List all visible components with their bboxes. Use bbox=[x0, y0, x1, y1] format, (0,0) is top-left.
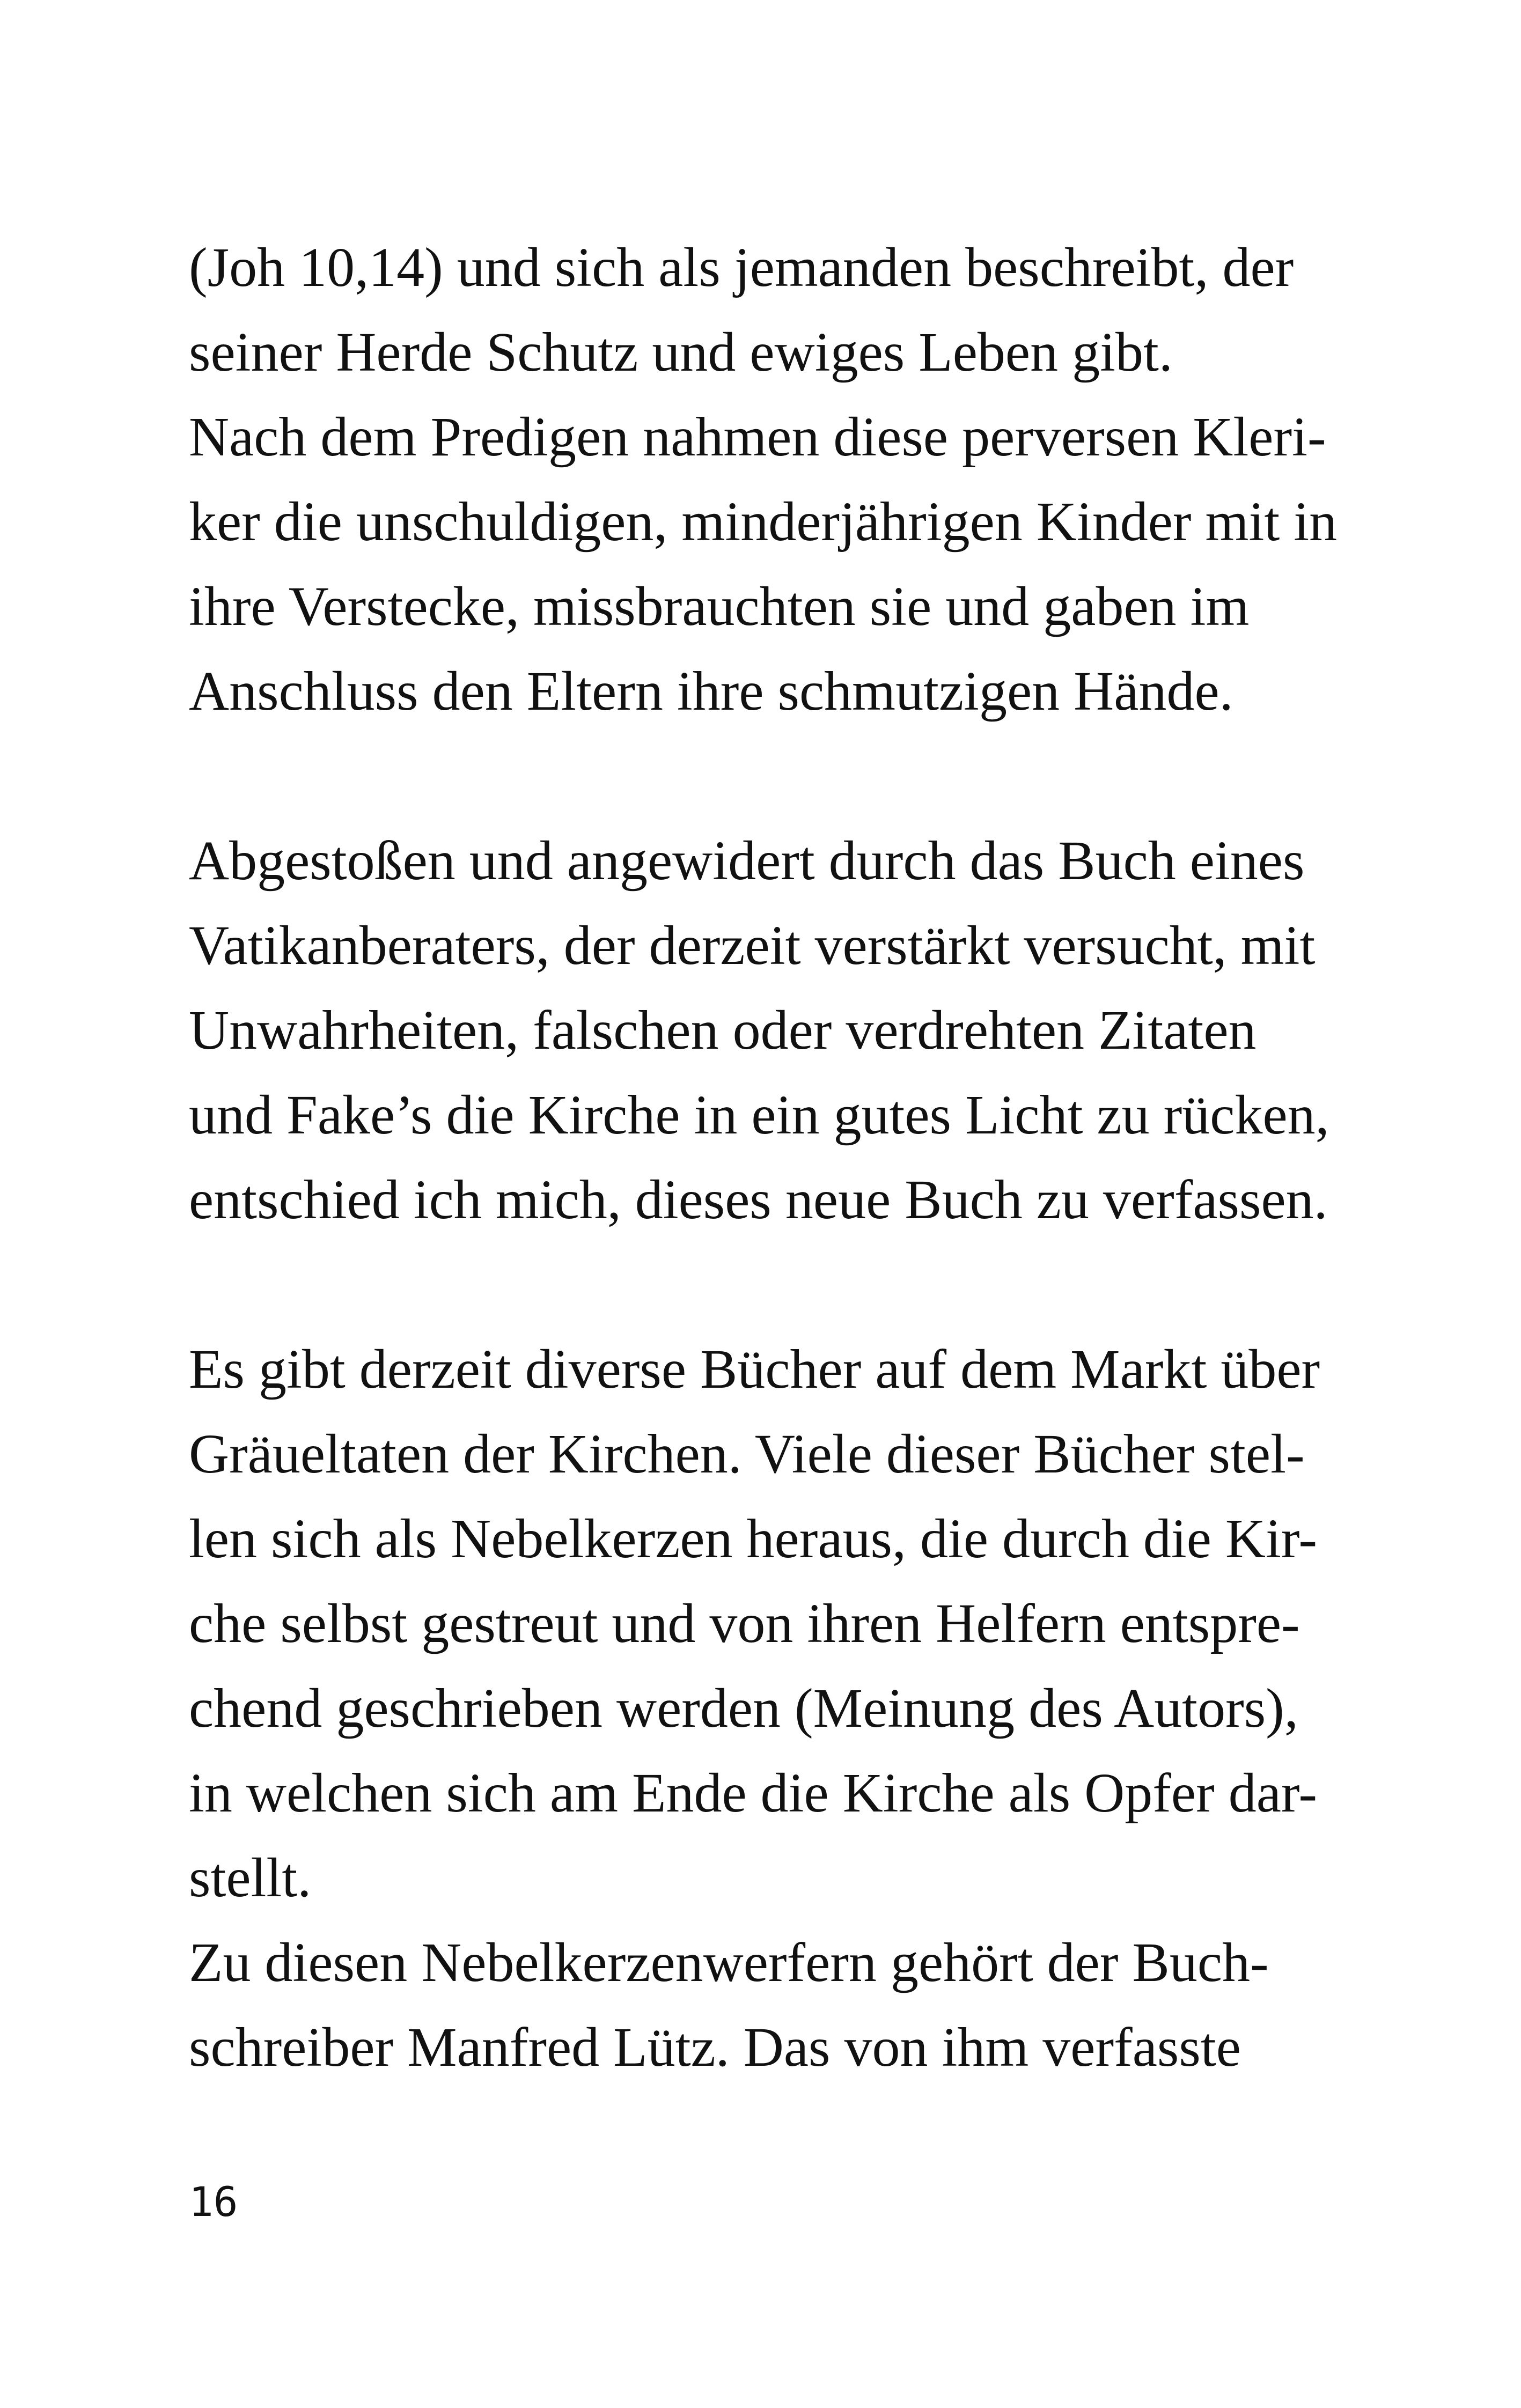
text-line: ker die unschuldigen, minderjährigen Kinder mit in bbox=[189, 491, 1338, 553]
text-line: Vatikanberaters, der derzeit verstärkt versucht, mit bbox=[189, 915, 1316, 976]
paragraph bbox=[189, 1327, 1320, 2090]
text-line: und Fake’s die Kirche in ein gutes Licht zu rücken, bbox=[189, 1084, 1329, 1146]
text-line: Unwahrheiten, falschen oder verdrehten Zitaten bbox=[189, 999, 1257, 1061]
text-line: chend geschrieben werden (Meinung des Autors), bbox=[189, 1677, 1298, 1739]
text-line: seiner Herde Schutz und ewiges Leben gibt. bbox=[189, 321, 1173, 383]
text-line: len sich als Nebelkerzen heraus, die durch die Kir- bbox=[189, 1508, 1318, 1570]
text-line: ihre Verstecke, missbrauchten sie und gaben im bbox=[189, 576, 1250, 637]
text-line: Nach dem Predigen nahmen diese perversen Kleri- bbox=[189, 406, 1326, 468]
page-number: 16 bbox=[189, 2178, 238, 2226]
text-line: (Joh 10,14) und sich als jemanden beschreibt, der bbox=[189, 237, 1294, 298]
text-line: Zu diesen Nebelkerzenwerfern gehört der Buch- bbox=[189, 1932, 1269, 1993]
text-line: Abgestoßen und angewidert durch das Buch eines bbox=[189, 830, 1305, 892]
text-line: in welchen sich am Ende die Kirche als Opfer dar- bbox=[189, 1762, 1318, 1824]
text-line: schreiber Manfred Lütz. Das von ihm verfasste bbox=[189, 2016, 1241, 2078]
paragraph bbox=[189, 225, 1338, 734]
paragraph bbox=[189, 819, 1329, 1242]
text-line: stellt. bbox=[189, 1847, 312, 1909]
text-line: entschied ich mich, dieses neue Buch zu verfassen. bbox=[189, 1169, 1328, 1231]
text-line: Es gibt derzeit diverse Bücher auf dem Markt über bbox=[189, 1338, 1320, 1400]
text-line: Anschluss den Eltern ihre schmutzigen Hände. bbox=[189, 660, 1233, 722]
paragraph-gap bbox=[189, 1242, 1316, 1327]
text-line: Gräueltaten der Kirchen. Viele dieser Bücher stel- bbox=[189, 1423, 1305, 1485]
text-line: che selbst gestreut und von ihren Helfern entspre- bbox=[189, 1593, 1300, 1654]
body-text bbox=[189, 225, 1338, 2090]
paragraph-gap bbox=[189, 734, 1316, 819]
